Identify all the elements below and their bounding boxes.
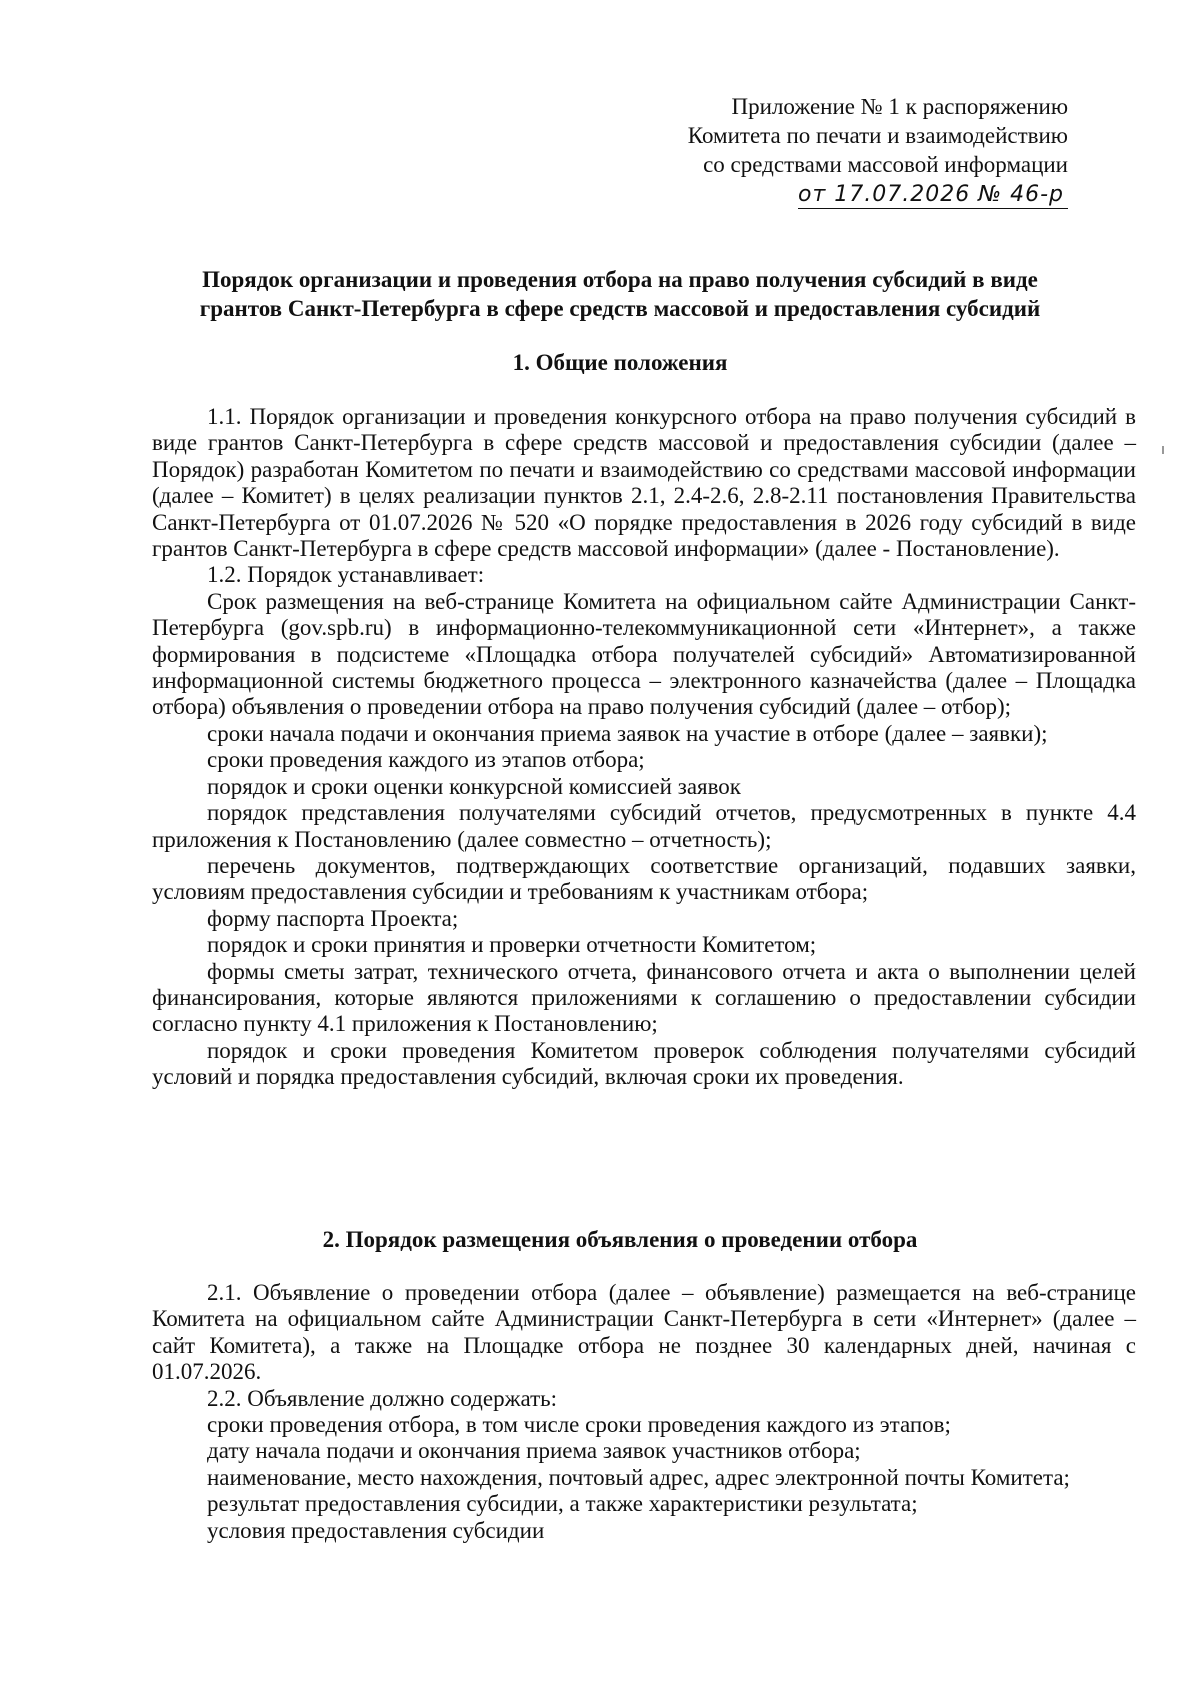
paragraph: перечень документов, подтверждающих соответствие организаций, подавших заявки, условиям предоставления субсидии и требованиям к участникам отбора; xyxy=(152,852,1136,905)
header-line-3: со средствами массовой информации xyxy=(703,152,1068,177)
paragraph: условия предоставления субсидии xyxy=(207,1517,545,1543)
paragraph: 2.1. Объявление о проведении отбора (далее – объявление) размещается на веб-странице Комитета на официальном сайте Администрации Санкт-Петербурга в сети «Интернет» (далее – сайт Комитета), а также на Площадке отбора не позднее 30 календарных дней, начиная с 01.07.2026. xyxy=(152,1280,1136,1385)
header-line-1: Приложение № 1 к распоряжению xyxy=(731,94,1068,119)
paragraph: 1.1. Порядок организации и проведения конкурсного отбора на право получения субсидий в виде грантов Санкт-Петербурга в сфере средств массовой и предоставления субсидии (далее – Порядок) разработан Комитетом по печати и взаимодействию со средствами массовой информации (далее – Комитет) в целях реализации пунктов 2.1, 2.4-2.6, 2.8-2.11 постановления Правительства Санкт-Петербурга от 01.07.2026 № 520 «О порядке предоставления в 2026 году субсидий в виде грантов Санкт-Петербурга в сфере средств массовой информации» (далее - Постановление). xyxy=(152,404,1136,562)
paragraph: порядок и сроки принятия и проверки отчетности Комитетом; xyxy=(207,932,817,958)
header-line-2: Комитета по печати и взаимодействию xyxy=(687,123,1068,148)
paragraph: форму паспорта Проекта; xyxy=(207,905,459,931)
paragraph: дату начала подачи и окончания приема заявок участников отбора; xyxy=(207,1438,861,1464)
paragraph: порядок представления получателями субсидий отчетов, предусмотренных в пункте 4.4 приложения к Постановлению (далее совместно – отчетность); xyxy=(152,800,1136,852)
document-title xyxy=(150,265,1090,323)
section-1-heading: 1. Общие положения xyxy=(512,350,728,375)
title-line-1: Порядок организации и проведения отбора на право получения субсидий в виде xyxy=(202,267,1038,292)
paragraph: порядок и сроки проведения Комитетом проверок соблюдения получателями субсидий условий и порядка предоставления субсидий, включая сроки их проведения. xyxy=(152,1037,1136,1090)
paragraph: формы сметы затрат, технического отчета, финансового отчета и акта о выполнении целей финансирования, которые являются приложениями к соглашению о предоставлении субсидии согласно пункту 4.1 приложения к Постановлению; xyxy=(152,958,1136,1037)
handwritten-date-number: от 17.07.2026 № 46-р xyxy=(798,182,1068,209)
section-2-heading: 2. Порядок размещения объявления о проведении отбора xyxy=(322,1227,918,1252)
section-1-body xyxy=(152,404,1136,1091)
paragraph: сроки начала подачи и окончания приема заявок на участие в отборе (далее – заявки); xyxy=(207,720,1048,746)
section-2-body xyxy=(152,1280,1136,1544)
paragraph: 2.2. Объявление должно содержать: xyxy=(207,1385,557,1411)
title-line-2: грантов Санкт-Петербурга в сфере средств массовой и предоставления субсидий xyxy=(199,296,1041,321)
paragraph: Срок размещения на веб-странице Комитета на официальном сайте Администрации Санкт-Петербурга (gov.spb.ru) в информационно-телекоммуникационной сети «Интернет», а также формирования в подсистеме «Площадка отбора получателей субсидий» Автоматизированной информационной системы бюджетного процесса – электронного казначейства (далее – Площадка отбора) объявления о проведении отбора на право получения субсидий (далее – отбор); xyxy=(152,588,1136,720)
paragraph: 1.2. Порядок устанавливает: xyxy=(207,562,485,588)
paragraph: порядок и сроки оценки конкурсной комиссией заявок xyxy=(207,773,741,799)
paragraph: сроки проведения отбора, в том числе сроки проведения каждого из этапов; xyxy=(207,1412,951,1438)
scan-artifact-mark xyxy=(1162,446,1164,454)
paragraph: наименование, место нахождения, почтовый адрес, адрес электронной почты Комитета; xyxy=(207,1464,1070,1490)
paragraph: результат предоставления субсидии, а также характеристики результата; xyxy=(207,1491,918,1517)
appendix-header xyxy=(688,92,1068,209)
paragraph: сроки проведения каждого из этапов отбора; xyxy=(207,747,645,773)
